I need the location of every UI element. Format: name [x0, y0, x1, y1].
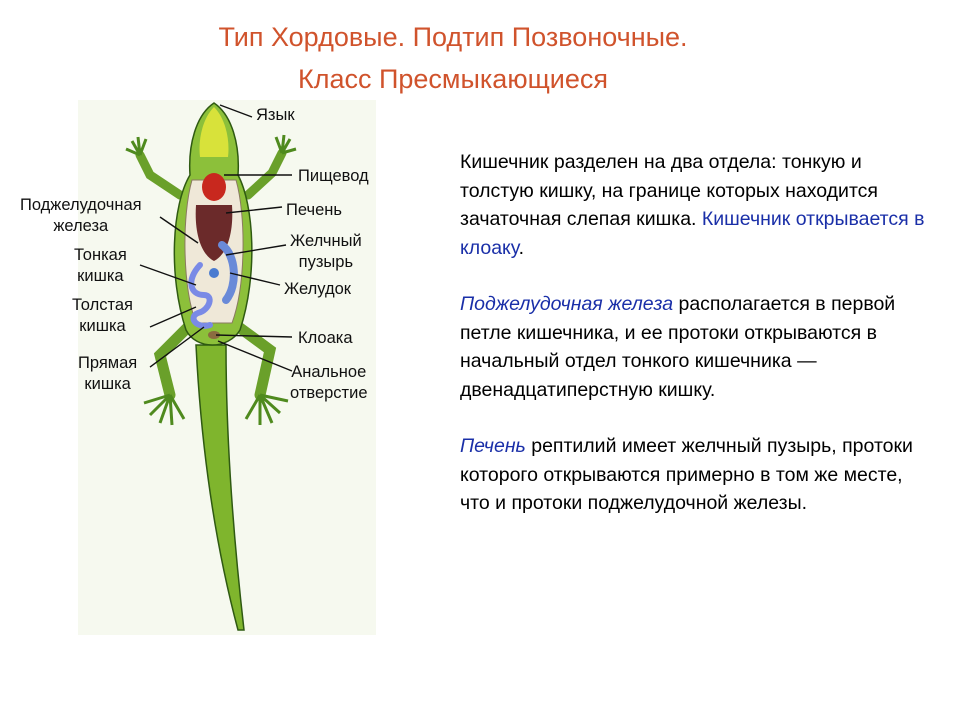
p1-highlight: Кишечник открывается в клоаку [460, 208, 925, 259]
p3-italic-term: Печень [460, 435, 526, 457]
p2-text: располагается в первой петле кишечника, и ее протоки открываются в начальный отдел тонкого кишечника — двенадцатиперстную кишку. [460, 293, 896, 401]
p1-end: . [518, 236, 525, 259]
label-rectum: Прямая кишка [78, 354, 138, 393]
p3-text: рептилий имеет желчный пузырь, протоки которого открываются примерно в том же месте, что и протоки поджелудочной железы. [460, 435, 913, 514]
label-esophagus: Пищевод [298, 167, 369, 185]
paragraph-liver [460, 432, 930, 518]
label-anus: Анальное отверстие [290, 363, 368, 402]
label-tongue: Язык [256, 106, 295, 124]
paragraph-pancreas [460, 290, 930, 404]
label-gallbladder: Желчный пузырь [290, 232, 362, 271]
gallbladder-organ [209, 268, 219, 278]
paragraph-intestine [460, 148, 930, 262]
lizard-illustration [0, 95, 440, 655]
slide-title-line-1: Тип Хордовые. Подтип Позвоночные. [218, 22, 688, 52]
label-cloaca: Клоака [298, 329, 353, 347]
p1-text: Кишечник разделен на два отдела: тонкую и толстую кишку, на границе которых находится зачаточная слепая кишка. [460, 151, 878, 230]
label-stomach: Желудок [284, 280, 352, 298]
p2-italic-term: Поджелудочная железа [460, 293, 674, 315]
slide-body-text [460, 148, 930, 546]
label-pancreas: Поджелудочная железа [20, 196, 142, 235]
label-small-intestine: Тонкая кишка [74, 246, 127, 285]
label-liver: Печень [286, 201, 342, 219]
slide-title-line-2: Класс Пресмыкающиеся [297, 64, 608, 94]
lizard-anatomy-figure [0, 95, 440, 655]
label-large-intestine: Толстая кишка [72, 296, 133, 335]
heart-organ [202, 173, 226, 201]
